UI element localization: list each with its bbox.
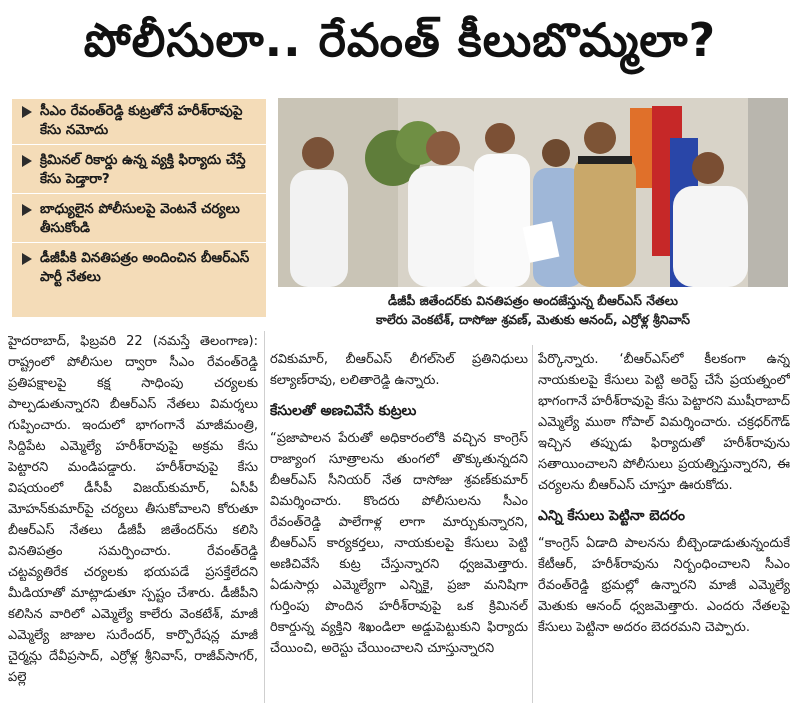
article-paragraph: రవికుమార్, బీఆర్‌ఎస్ లీగల్‌సెల్ ప్రతినిధులు కల్యాణ్‌రావు, లలితారెడ్డి ఉన్నారు. bbox=[270, 352, 528, 388]
photo-caption bbox=[278, 291, 788, 331]
article-column-2 bbox=[270, 349, 528, 703]
highlight-text: క్రిమినల్ రికార్డు ఉన్న వ్యక్తి ఫిర్యాదు చేస్తే కేసు పెడ్తారా? bbox=[40, 152, 246, 187]
triangle-bullet-icon bbox=[22, 204, 32, 216]
highlight-item bbox=[12, 193, 266, 238]
highlight-text: బాధ్యులైన పోలీసులపై వెంటనే చర్యలు తీసుకోండి bbox=[40, 201, 240, 236]
caption-line-2: కాలేరు వెంకటేశ్, దాసోజు శ్రవణ్, మెతుకు ఆనంద్, ఎర్రోళ్ల శ్రీనివాస్ bbox=[375, 312, 691, 327]
article-paragraph: హైదరాబాద్, ఫిబ్రవరి 22 (నమస్తే తెలంగాణ): రాష్ట్రంలో పోలీసుల ద్వారా సీఎం రేవంత్‌రెడ్డి ప్రతిపక్షాలపై కక్ష సాధింపు చర్యలకు పాల్పడుతున్నారని బీఆర్‌ఎస్ నేతలు విమర్శలు గుప్పించారు. ఇందులో భాగంగానే మాజీమంత్రి, సిద్దిపేట ఎమ్మెల్యే హరీశ్‌రావుపై అక్రమ కేసు పెట్టారని మండిపడ్డారు. హరీశ్‌రావుపై కేసు విషయంలో డీసీపీ విజయ్‌కుమార్, ఏసీపీ మోహన్‌కుమార్‌పై చర్యలు తీసుకోవాలని కోరుతూ బీఆర్‌ఎస్ నేతలు డీజీపీ జితేందర్‌ను కలిసి వినతిపత్రం సమర్పించారు. రేవంత్‌రెడ్డి చట్టవ్యతిరేక చర్యలకు భయపడే ప్రసక్తేలేదని మీడియాతో మాట్లాడుతూ స్పష్టం చేశారు. డీజీపీని కలిసిన వారిలో ఎమ్మెల్యే కాలేరు వెంకటేశ్, మాజీ ఎమ్మెల్యే జాజుల సురేందర్, కార్పొరేషన్ల మాజీ చైర్మన్లు దేవీప్రసాద్, ఎర్రోళ్ల శ్రీనివాస్, రాజీవ్‌సాగర్, పల్లె bbox=[8, 334, 258, 685]
news-photo bbox=[278, 98, 788, 287]
triangle-bullet-icon bbox=[22, 106, 32, 118]
highlight-text: సీఎం రేవంత్‌రెడ్డి కుట్రతోనే హరీశ్‌రావుపై కేసు నమోదు bbox=[40, 103, 243, 138]
highlights-box bbox=[12, 99, 266, 317]
column-divider bbox=[532, 345, 533, 703]
highlight-item bbox=[12, 242, 266, 287]
highlight-text: డీజీపీకి వినతిపత్రం అందించిన బీఆర్‌ఎస్ పార్టీ నేతలు bbox=[40, 250, 250, 285]
subheading: కేసులతో అణచివేసే కుట్రలు bbox=[270, 403, 417, 419]
article-paragraph: “కాంగ్రెస్ ఏడాది పాలనను బీట్చెండాడుతున్నందుకే కేటీఆర్, హరీశ్‌రావును నిర్బంధించాలని సీఎం రేవంత్‌రెడ్డి భ్రమల్లో ఉన్నారని మాజీ ఎమ్మెల్యే మెతుకు ఆనంద్ ధ్వజమెత్తారు. ఎందరు నేతలపై కేసులు పెట్టినా అదరం బెదరమని చెప్పారు. bbox=[538, 536, 790, 635]
highlight-item bbox=[12, 99, 266, 140]
article-column-1 bbox=[8, 331, 258, 703]
article-column-3 bbox=[538, 349, 790, 703]
highlight-item bbox=[12, 144, 266, 189]
article-paragraph: “ప్రజాపాలన పేరుతో అధికారంలోకి వచ్చిన కాంగ్రెస్ రాజ్యాంగ సూత్రాలను తుంగలో తొక్కుతున్నదని బీఆర్‌ఎస్ సీనియర్ నేత దాసోజు శ్రవణ్‌కుమార్ విమర్శించారు. కొందరు పోలీసులను సీఎం రేవంత్‌రెడ్డి పాలేగాళ్ల లాగా మార్చుకున్నారని, బీఆర్‌ఎస్ కార్యకర్తలు, నాయకులపై కేసులు పెట్టి అణిచివేసే కుట్ర చేస్తున్నారని ధ్వజమెత్తారు. ఏడుసార్లు ఎమ్మెల్యేగా ఎన్నికై, ప్రజా మనిషిగా గుర్తింపు పొందిన హరీశ్‌రావుపై ఒక క్రిమినల్ రికార్డున్న వ్యక్తిని శిఖండిలా అడ్డుపెట్టుకుని ఫిర్యాదు చేయించి, అరెస్టు చేయించాలని చూస్తున్నారని bbox=[270, 431, 528, 656]
headline: పోలీసులా.. రేవంత్ కీలుబొమ్మలా? bbox=[83, 13, 717, 67]
triangle-bullet-icon bbox=[22, 155, 32, 167]
triangle-bullet-icon bbox=[22, 253, 32, 265]
subheading: ఎన్ని కేసులు పెట్టినా బెదరం bbox=[538, 508, 686, 524]
caption-line-1: డీజీపీ జితేందర్‌కు వినతిపత్రం అందజేస్తున్న బీఆర్‌ఎస్ నేతలు bbox=[388, 293, 678, 308]
column-divider bbox=[264, 331, 265, 703]
article-paragraph: పేర్కొన్నారు. ‘బీఆర్‌ఎస్‌లో కీలకంగా ఉన్న నాయకులపై కేసులు పెట్టి అరెస్ట్ చేసే ప్రయత్నంలో భాగంగానే హరీశ్‌రావుపై కేసు పెట్టారని ముషీరాబాద్ ఎమ్మెల్యే ముఠా గోపాల్ విమర్శించారు. చక్రధర్‌గౌడ్ ఇచ్చిన తప్పుడు ఫిర్యాదుతో హరీశ్‌రావును సతాయించాలని పోలీసులు ప్రయత్నిస్తున్నారని, ఈ చర్యలను బీఆర్‌ఎస్ చూస్తూ ఊరుకోదు. bbox=[538, 352, 790, 493]
